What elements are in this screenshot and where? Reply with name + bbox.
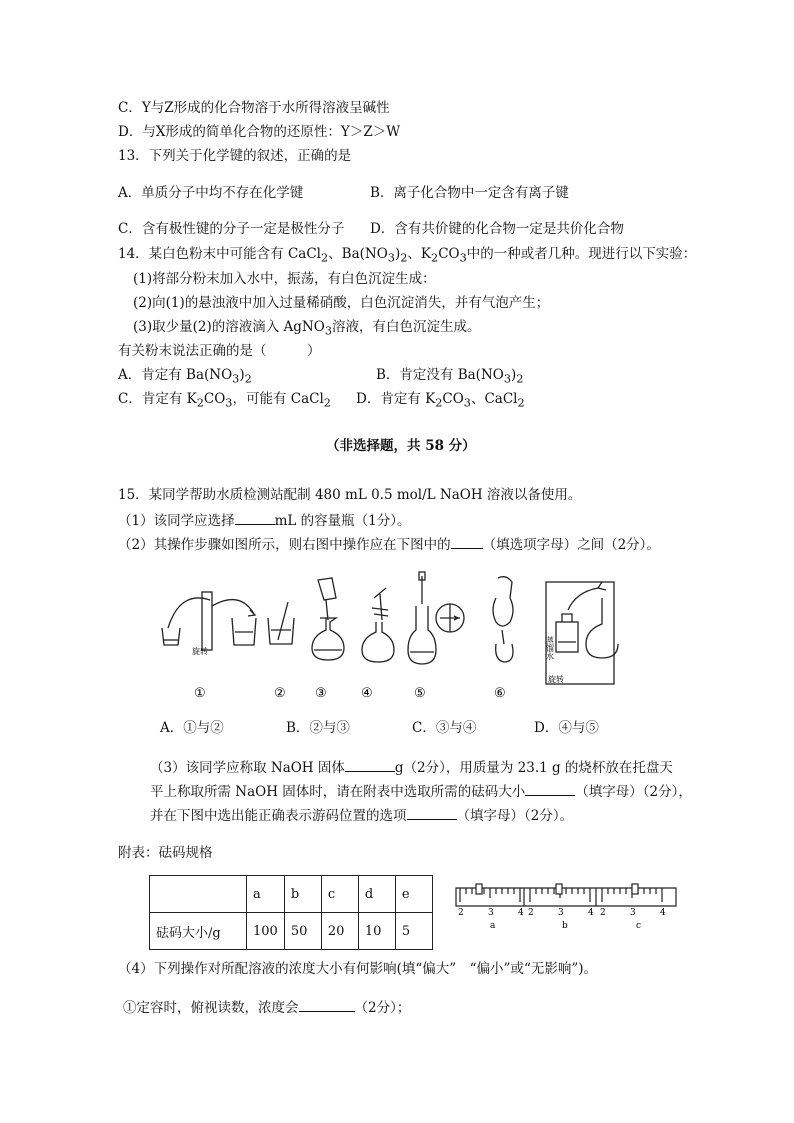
q12-option-c: C．Y与Z形成的化合物溶于水所得溶液呈碱性	[118, 100, 390, 116]
q13-stem: 13．下列关于化学键的叙述，正确的是	[118, 148, 352, 164]
fig-label-5: ⑤	[414, 686, 426, 701]
weights-table	[149, 875, 433, 950]
fig-label-1: ①	[194, 686, 206, 701]
ruler-a-tick-4: 4	[518, 908, 524, 918]
procedure-figure	[150, 570, 620, 705]
q14-step-1: (1)将部分粉末加入水中，振荡，有白色沉淀生成：	[133, 271, 436, 287]
q15-part-3-line1: （3）该同学应称取 NaOH 固体 g（2分），用质量为 23.1 g 的烧杯放在托盘天	[150, 757, 673, 777]
q12-option-d: D．与X形成的简单化合物的还原性：Y＞Z＞W	[118, 124, 401, 140]
q14-option-b: B．肯定没有 $Ba(NO_3)_2$	[376, 367, 524, 386]
table-cell-e: 5	[395, 913, 432, 950]
q14-stem: 14．某白色粉末中可能含有 CaCl$_2$、$Ba(NO_3)_2$、$K_2CO_3$中的一种或者几种。现进行以下实验：	[118, 246, 697, 265]
q14-option-d: D．肯定有 $K_2CO_3$、CaCl$_2$	[356, 391, 525, 410]
ruler-b-tick-2: 2	[528, 908, 534, 918]
q14-step-2: (2)向(1)的悬浊液中加入过量稀硝酸，白色沉淀消失，并有气泡产生；	[133, 295, 550, 311]
table-head-d: d	[358, 876, 395, 913]
table-row-label: 砝码大小/g	[150, 913, 247, 950]
q15-opt-a: A．①与②	[160, 720, 224, 736]
section-title: （非选择题，共 58 分）	[326, 438, 476, 454]
ruler-label-c: c	[636, 921, 642, 931]
table-caption: 附表：砝码规格	[118, 845, 213, 861]
table-cell-b: 50	[284, 913, 321, 950]
q14-step-3: (3)取少量(2)的溶液滴入 AgNO$_3$溶液，有白色沉淀生成。	[133, 319, 481, 338]
table-cell-c: 20	[321, 913, 358, 950]
q13-option-b: B．离子化合物中一定含有离子键	[370, 185, 569, 201]
table-head-c: c	[321, 876, 358, 913]
table-corner	[150, 876, 247, 913]
q15-opt-b: B．②与③	[286, 720, 350, 736]
fig-label-6: ⑥	[494, 686, 506, 701]
q14-option-c: C．肯定有 $K_2CO_3$，可能有 CaCl$_2$	[118, 391, 331, 410]
table-head-a: a	[247, 876, 285, 913]
q15-part-2: （2）其操作步骤如图所示，则右图中操作应在下图中的 （填选项字母）之间（2分）。	[118, 534, 660, 554]
ruler-label-b: b	[562, 921, 568, 931]
rider-rulers	[452, 882, 678, 932]
ruler-b-tick-3: 3	[558, 908, 564, 918]
ruler-b-tick-4: 4	[588, 908, 594, 918]
q15-part-3-line2: 平上称取所需 NaOH 固体时，请在附表中选取所需的砝码大小 （填字母）（2分），	[150, 781, 692, 801]
q15-stem: 15．某同学帮助水质检测站配制 480 mL 0.5 mol/L NaOH 溶液以备使用。	[118, 487, 582, 503]
fig-label-4: ④	[361, 686, 373, 701]
rotate-label-2: 旋转	[548, 675, 564, 684]
q13-option-a: A．单质分子中均不存在化学键	[118, 185, 304, 201]
q15-part-1: （1）该同学应选择 mL 的容量瓶（1分）。	[118, 510, 411, 530]
q15-part-3-line3: 并在下图中选出能正确表示游码位置的选项 （填字母）（2分）。	[150, 805, 573, 825]
q13-option-c: C．含有极性键的分子一定是极性分子	[118, 221, 345, 237]
ruler-c-tick-4: 4	[660, 908, 666, 918]
table-cell-d: 10	[358, 913, 395, 950]
table-cell-a: 100	[247, 913, 285, 950]
q15-opt-c: C．③与④	[412, 720, 477, 736]
fig-label-3: ③	[315, 686, 327, 701]
ruler-c-tick-2: 2	[600, 908, 606, 918]
distilled-water-label: 蒸馏水	[545, 636, 555, 660]
q14-option-a: A．肯定有 $Ba(NO_3)_2$	[118, 367, 252, 386]
q15-part-4: （4）下列操作对所配溶液的浓度大小有何影响(填“偏大” “偏小”或“无影响”)。	[118, 961, 598, 977]
ruler-a-tick-3: 3	[488, 908, 494, 918]
q13-option-d: D．含有共价键的化合物一定是共价化合物	[370, 221, 624, 237]
fig-label-2: ②	[274, 686, 286, 701]
table-head-b: b	[284, 876, 321, 913]
ruler-c-tick-3: 3	[630, 908, 636, 918]
q15-opt-d: D．④与⑤	[534, 720, 599, 736]
q15-part-4-item-1: ①定容时，俯视读数，浓度会 （2分）；	[123, 997, 410, 1017]
q14-ask: 有关粉末说法正确的是（ ）	[118, 343, 321, 359]
ruler-label-a: a	[490, 921, 496, 931]
ruler-a-tick-2: 2	[458, 908, 464, 918]
table-head-e: e	[395, 876, 432, 913]
rotate-label-1: 旋转	[192, 647, 208, 656]
